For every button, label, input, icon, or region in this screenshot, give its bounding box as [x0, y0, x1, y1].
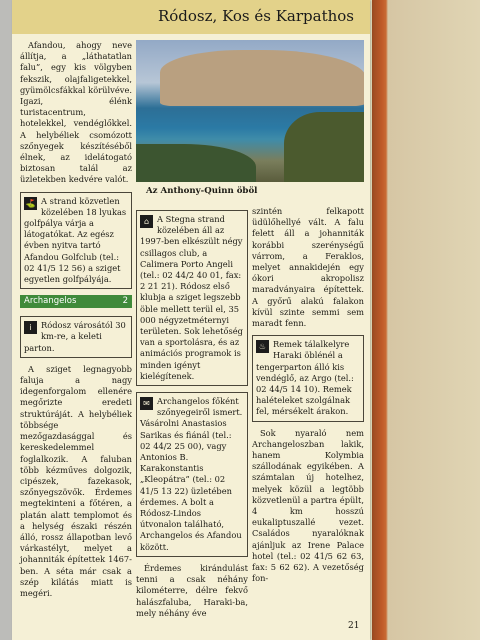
column-3 [252, 206, 364, 591]
restaurant-icon: ♨ [256, 340, 269, 353]
info-box-club-text: A Stegna strand közelében áll az 1997-ben elkészült négy csillagos club, a Calimera Porto Angeli (tel.: 02 44/2 40 01, fax: 2 21 21). Ródosz első klubja a sziget legszebb öble mellett terül el, 35 000 négyzetméternyi területen. Sok lehetőség van a sportolásra, és az animációs programok is minden igényt kielégítenek. [140, 214, 243, 381]
shopping-icon: ✉ [140, 397, 153, 410]
rocks-shape [136, 144, 256, 182]
photo-caption: Az Anthony-Quinn öböl [146, 186, 258, 196]
info-box-club [136, 210, 248, 386]
info-box-restaurant [252, 335, 364, 421]
section-number: 2 [122, 296, 128, 307]
section-bar-archangelos [20, 295, 132, 308]
header-band [12, 0, 370, 34]
trees-shape [284, 112, 364, 182]
info-box-location-text: Ródosz városától 30 km-re, a keleti parton. [24, 320, 126, 353]
paragraph-kolymbia: Sok nyaraló nem Archangeloszban lakik, hanem Kolymbia szállodának egyikében. A számtalan új hotelhez, melyek közül a legtöbb közvetlenül a partra épült, 4 km hosszú eukaliptuszallé vezet. Családos nyaralóknak ajánljuk az Irene Palace hotel (tel.: 02 41/5 62 63, fax: 5 62 62). A vezetőség fon- [252, 427, 364, 584]
info-box-location [20, 316, 132, 358]
cliff-shape [160, 50, 364, 106]
paragraph-haraki: Érdemes kirándulást tenni a csak néhány kilométerre, délre fekvő halászfaluba, Haraki-ba, mely néhány éve [136, 562, 248, 618]
info-box-restaurant-text: Remek tálalkelyre Haraki öblénél a tengerparton álló kis vendéglő, az Argo (tel.: 02 44/5 14 10). Remek halételeket szolgálnak fel, mérsékelt árakon. [256, 339, 354, 417]
paragraph-feraklos: szintén felkapott üdülőhellyé vált. A falu felett áll a johanniták korábbi szerénységű várrom, a Feraklos, melyet annakidején egy ókori akropolisz maradványaira építettek. A győrű alakú falakon kívül szinte semmi sem maradt fenn. [252, 206, 364, 329]
column-2 [136, 206, 248, 625]
column-1 [20, 40, 132, 605]
info-box-golf-text: A strand közvetlen közelében 18 lyukas golfpálya várja a látogatókat. Az egész évben nyitva tartó Afandou Golfclub (tel.: 02 41/5 12 56) a sziget egyetlen golfpályája. [24, 195, 127, 285]
paragraph-afandou: Afandou, ahogy neve állítja, a „láthatatlan falu”, egy kis völgyben fekszik, olajfaligetekkel, gyümölcsfákkal körülvéve. Igazi, élénk turistacentrum, hotelekkel, vendéglőkkel. A helybéliek csomózott szőnyegek készítéséből élnek, az idelátogató biztosan talál az üzletekben kedvére valót. [20, 40, 132, 185]
page-title: Ródosz, Kos és Karpathos [157, 7, 354, 25]
golf-icon: ⛳ [25, 198, 36, 208]
info-box-carpets [136, 392, 248, 557]
book-page [12, 0, 370, 640]
hotel-icon: ⌂ [140, 215, 153, 228]
page-number: 21 [348, 621, 360, 631]
section-title: Archangelos [24, 296, 77, 307]
info-box-golf [20, 192, 132, 290]
background-right [372, 0, 480, 640]
bay-photo [136, 40, 364, 182]
paragraph-archangelos: A sziget legnagyobb faluja a nagy idegenforgalom ellenére megőrizte eredeti struktúráját. A helybéliek többsége mezőgazdasággal és kereskedelemmel foglalkozik. A faluban több kézműves dolgozik, cipészek, fazekasok, szőnyegszövők. Érdemes megtekinteni a főtéren, a platán alatt templomot és a helység északi részén álló, rossz állapotban levő várkastélyt, melyet a johanniták építettek 1467-ben. A séta már csak a szép kilátás miatt is megéri. [20, 363, 132, 598]
info-icon: i [24, 321, 37, 334]
info-box-carpets-text: Archangelos főként szőnyegeiről ismert. Vásárolni Anastasios Sarikas és fiánál (tel.: 02 44/2 25 00), vagy Antonios B. Karakonstantis „Kleopátra” (tel.: 02 41/5 13 22) üzletében érdemes. A bolt a Ródosz-Lindos útvonalon található, Archangelos és Afandou között. [140, 396, 243, 552]
